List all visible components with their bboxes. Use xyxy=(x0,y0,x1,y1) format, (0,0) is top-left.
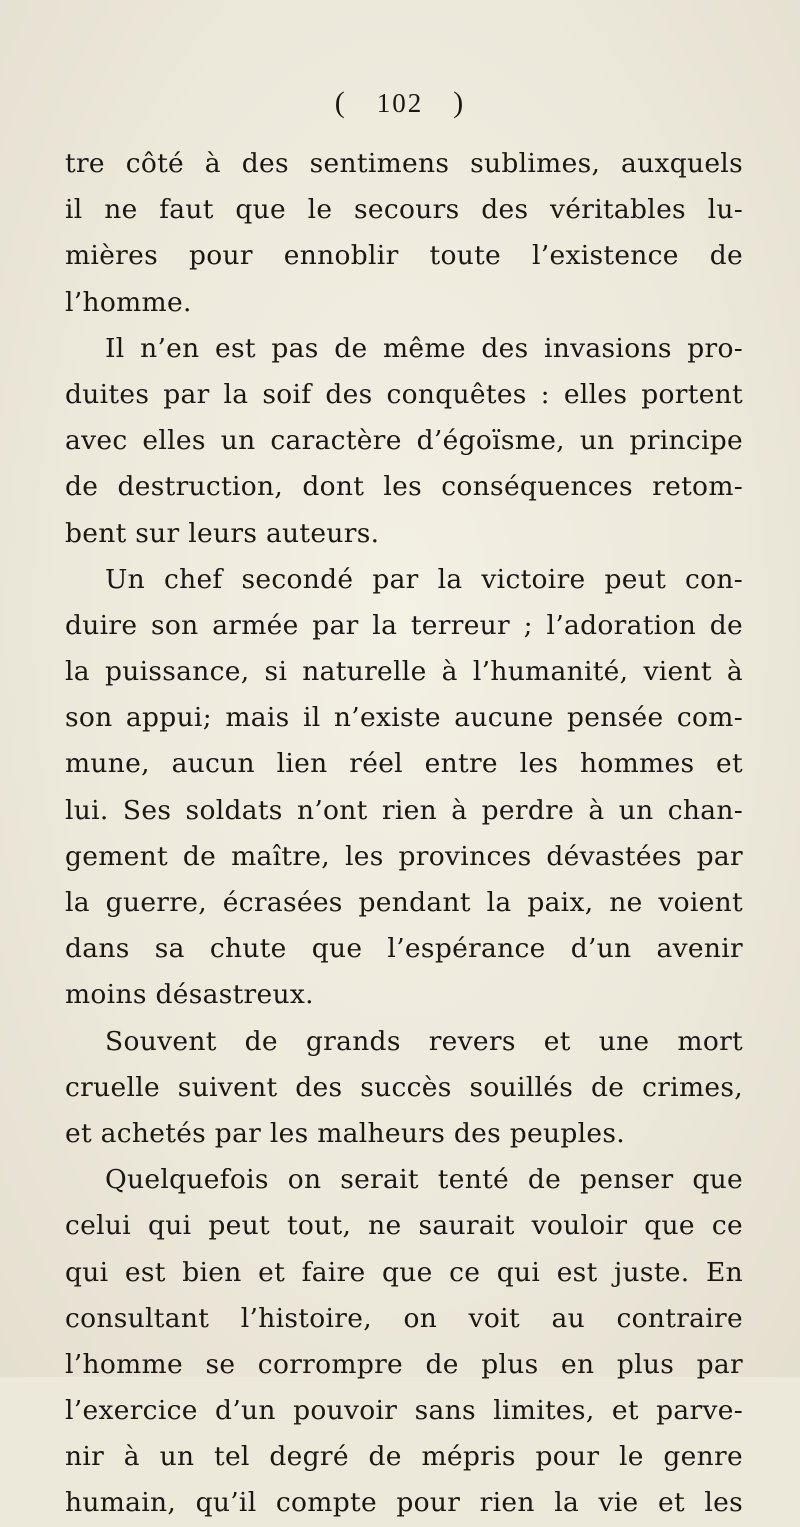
text-line: il ne faut que le secours des véritables lu- xyxy=(65,194,743,226)
text-line: bent sur leurs auteurs. xyxy=(65,517,380,549)
text-line: l’exercice d’un pouvoir sans limites, et parve- xyxy=(65,1395,743,1427)
page-number xyxy=(0,86,800,120)
text-line: de destruction, dont les conséquences retom- xyxy=(65,471,743,503)
text-line: Quelquefois on serait tenté de penser que xyxy=(105,1164,743,1196)
text-line: duites par la soif des conquêtes : elles portent xyxy=(65,378,743,410)
page-number-open-paren: ( xyxy=(334,86,347,119)
text-line: qui est bien et faire que ce qui est juste. En xyxy=(65,1256,743,1288)
text-line: mune, aucun lien réel entre les hommes et xyxy=(65,748,743,780)
text-line: duire son armée par la terreur ; l’adoration de xyxy=(65,609,743,641)
text-line: Un chef secondé par la victoire peut con- xyxy=(105,563,743,595)
text-line: consultant l’histoire, on voit au contraire xyxy=(65,1302,743,1334)
text-line: celui qui peut tout, ne saurait vouloir que ce xyxy=(65,1210,743,1242)
text-line: son appui; mais il n’existe aucune pensée com- xyxy=(65,702,743,734)
text-line: Il n’en est pas de même des invasions pro- xyxy=(105,332,743,364)
text-line: lui. Ses soldats n’ont rien à perdre à un chan- xyxy=(65,794,743,826)
text-line: mières pour ennoblir toute l’existence de xyxy=(65,240,743,272)
page-number-value: 102 xyxy=(376,88,424,118)
text-line: moins désastreux. xyxy=(65,979,314,1011)
text-line: Souvent de grands revers et une mort xyxy=(105,1025,743,1057)
text-line: et achetés par les malheurs des peuples. xyxy=(65,1117,625,1149)
text-line: nir à un tel degré de mépris pour le genre xyxy=(65,1441,743,1473)
text-line: humain, qu’il compte pour rien la vie et les xyxy=(65,1487,743,1519)
text-line: l’homme se corrompre de plus en plus par xyxy=(65,1348,743,1380)
text-line: avec elles un caractère d’égoïsme, un principe xyxy=(65,425,743,457)
page-number-close-paren: ) xyxy=(453,86,466,119)
text-line: tre côté à des sentimens sublimes, auxquels xyxy=(65,148,743,179)
body-text xyxy=(65,141,743,1527)
text-line: dans sa chute que l’espérance d’un avenir xyxy=(65,933,743,965)
text-line: l’homme. xyxy=(65,286,192,318)
text-line: cruelle suivent des succès souillés de crimes, xyxy=(65,1071,743,1103)
text-line: gement de maître, les provinces dévastées par xyxy=(65,840,743,872)
text-line: la puissance, si naturelle à l’humanité, vient à xyxy=(65,656,743,688)
text-line: la guerre, écrasées pendant la paix, ne voient xyxy=(65,887,743,918)
